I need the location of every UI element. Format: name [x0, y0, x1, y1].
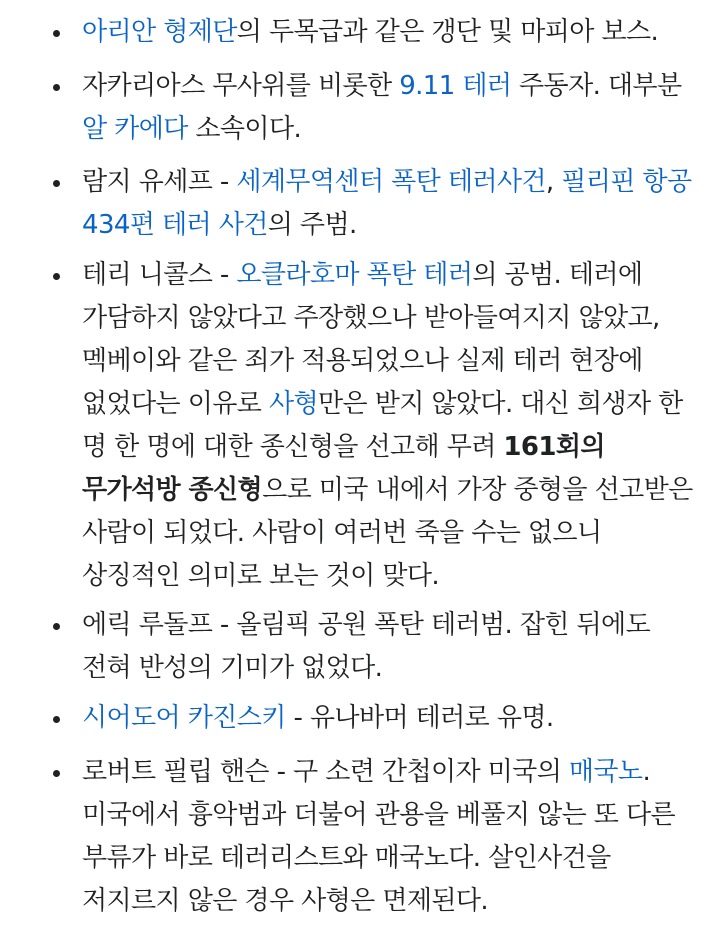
link-911-attacks[interactable]: 9.11 테러	[399, 71, 512, 101]
link-aryan-brotherhood[interactable]: 아리안 형제단	[82, 17, 237, 47]
list-item	[82, 751, 700, 923]
list-item	[82, 65, 700, 151]
list-item	[82, 11, 700, 54]
item-text: 만은 받지 않았다. 대신 희생자 한 명 한 명에 대한 종신형을 선고해 무려	[82, 389, 683, 462]
list-item	[82, 254, 700, 598]
item-text: 소속이다.	[187, 114, 302, 144]
list-item	[82, 697, 700, 740]
link-wtc-bombing[interactable]: 세계무역센터 폭탄 테러사건	[236, 167, 546, 197]
list-item	[82, 604, 700, 690]
item-text: 주동자. 대부분	[511, 71, 682, 101]
item-text: 으로 미국 내에서 가장 중형을 선고받은 사람이 되었다. 사람이 여러번 죽을 수는 없으니 상징적인 의미로 보는 것이 맞다.	[82, 475, 693, 591]
item-text: 의 두목급과 같은 갱단 및 마피아 보스.	[236, 17, 659, 47]
item-text: - 유나바머 테러로 유명.	[285, 703, 554, 733]
item-text: 람지 유세프 -	[82, 167, 237, 197]
bold-text: 161회의 무가석방 종신형	[82, 432, 605, 505]
link-ted-kaczynski[interactable]: 시어도어 카진스키	[82, 703, 286, 733]
item-text: 테리 니콜스 -	[82, 260, 237, 290]
item-text: 의 공범. 테러에 가담하지 않았다고 주장했으나 받아들여지지 않았고, 멕베이와 같은 죄가 적용되었으나 실제 테러 현장에 없었다는 이유로	[82, 260, 660, 419]
item-text: 의 주범.	[267, 210, 357, 240]
item-text: 자카리아스 무사위를 비롯한	[82, 71, 400, 101]
list-item	[82, 161, 700, 247]
link-death-penalty[interactable]: 사형	[268, 389, 318, 419]
item-text: 로버트 필립 핸슨 - 구 소련 간첩이자 미국의	[82, 757, 569, 787]
link-al-qaeda[interactable]: 알 카에다	[82, 114, 188, 144]
item-text: ,	[545, 167, 562, 197]
link-oklahoma-bombing[interactable]: 오클라호마 폭탄 테러	[236, 260, 473, 290]
link-philippine-airlines-434[interactable]: 필리핀 항공 434편 테러 사건	[82, 167, 692, 240]
item-text: 에릭 루돌프 - 올림픽 공원 폭탄 테러범. 잡힌 뒤에도 전혀 반성의 기미가 없었다.	[82, 610, 651, 683]
link-traitor[interactable]: 매국노	[568, 757, 643, 787]
item-text: . 미국에서 흉악범과 더불어 관용을 베풀지 않는 또 다른 부류가 바로 테러리스트와 매국노다. 살인사건을 저지르지 않은 경우 사형은 면제된다.	[82, 757, 676, 916]
